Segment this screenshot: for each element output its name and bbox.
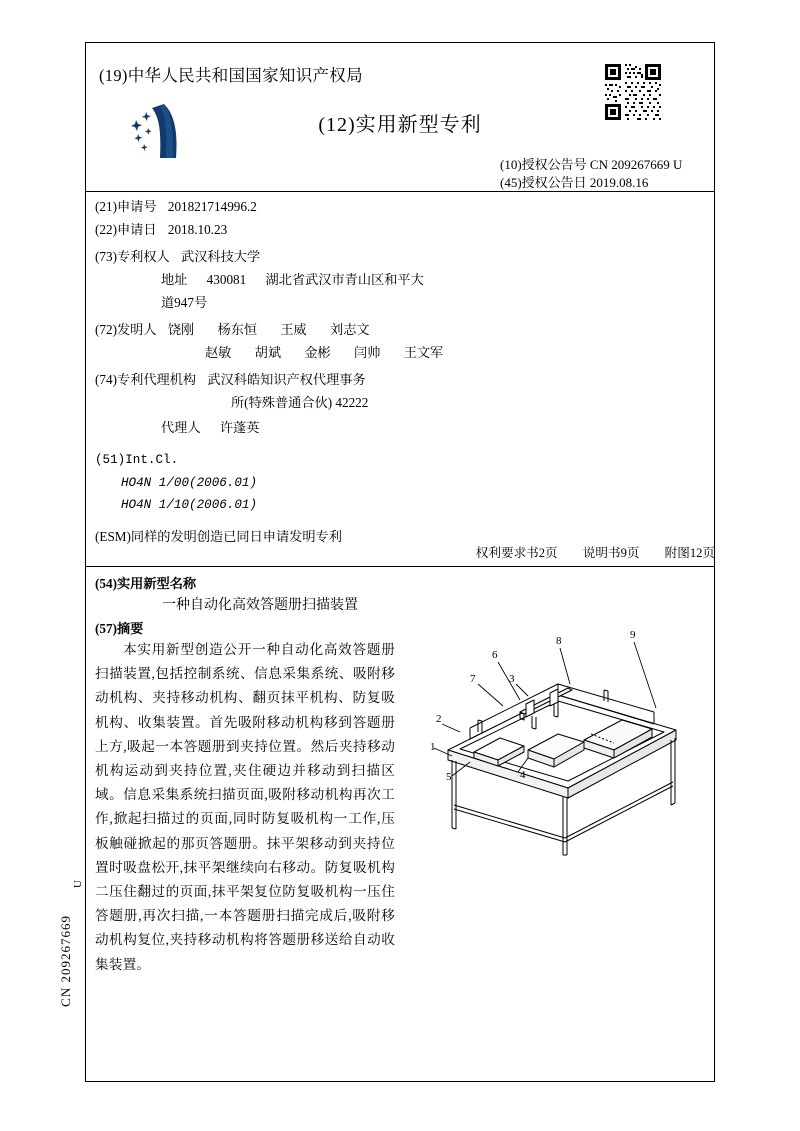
figure-label: 3 [509,673,515,685]
label-agency: (74)专利代理机构 [95,372,197,387]
field-address-line2 [95,292,695,313]
label-ipc: (51)Int.Cl. [95,453,179,467]
bibliographic-data [95,196,695,547]
label-abstract: (57)摘要 [95,621,144,636]
field-inventors [95,319,695,340]
field-agency-continued [95,392,695,413]
field-application-number [95,196,695,217]
field-applicant [95,246,695,267]
header-divider [85,191,715,192]
value-agent: 许蓬英 [219,420,260,435]
issuing-office: (19)中华人民共和国国家知识产权局 [99,66,363,85]
figure-label: 9 [630,629,636,641]
figure-label: 8 [556,635,562,647]
inventor-name: 胡斌 [254,345,282,360]
figure-label: 7 [470,673,476,685]
figure-label: 1 [430,741,436,753]
inventor-name: 杨东恒 [217,322,258,337]
label-application-date: (22)申请日 [95,222,157,237]
label-applicant: (73)专利权人 [95,249,170,264]
abstract-divider [85,566,715,567]
figure-label: 2 [436,713,442,725]
description-page-count: 说明书9页 [582,546,640,560]
document-type: (12)实用新型专利 [318,114,482,136]
inventor-name: 闫帅 [354,345,381,360]
inventor-name: 刘志文 [330,322,370,337]
inventor-name: 饶刚 [167,322,195,337]
abstract-text: 本实用新型创造公开一种自动化高效答题册扫描装置,包括控制系统、信息采集系统、吸附移动机构、夹持移动机构、翻页抹平机构、防复吸机构、收集装置。首先吸附移动机构移到答题册上方,吸起一本答题册到夹持位置。然后夹持移动机构运动到夹持位置,夹住硬边并移动到扫描区域。信息采集系统扫描页面,吸附移动机构再次工作,掀起扫描过的页面,同时防复吸机构一工作,压板触碰掀起的那页答题册。抹平架移动到夹持位置时吸盘松开,抹平架继续向右移动。防复吸机构二压住翻过的页面,抹平架复位防复吸机构一压住答题册,再次扫描,一本答题册扫描完成后,吸附移动机构复位,夹持移动机构将答题册移送给自动收集装置。 [95,642,395,972]
field-ipc [95,448,695,471]
label-inventors: (72)发明人 [95,322,157,337]
patent-figure [408,600,698,860]
side-kind-code: U [72,880,84,888]
figure-label: 4 [520,769,526,781]
value-application-date: 2018.10.23 [167,222,228,237]
invention-title: 一种自动化高效答题册扫描装置 [162,598,358,613]
figure-label: 5 [446,771,452,783]
claims-page-count: 权利要求书2页 [475,546,558,560]
publication-date: (45)授权公告日 2019.08.16 [500,175,649,190]
side-publication-code: CN 209267669 [58,915,73,1007]
inventor-name: 王文军 [403,345,444,360]
field-agency [95,369,695,390]
field-application-date [95,219,695,240]
value-agency-line1: 武汉科皓知识产权代理事务 [207,372,366,387]
field-address-line1 [95,269,695,290]
value-address-line1: 湖北省武汉市青山区和平大 [265,272,424,287]
inventor-name: 金彬 [304,345,331,360]
label-agent: 代理人 [161,420,201,435]
label-application-number: (21)申请号 [95,199,157,214]
ipc-code: HO4N 1/00(2006.01) [121,476,258,490]
esm-note: (ESM)同样的发明创造已同日申请发明专利 [95,529,342,544]
value-address-line2: 道947号 [161,295,208,310]
value-agency-line2: 所(特殊普通合伙) 42222 [231,395,369,410]
value-application-number: 201821714996.2 [167,199,257,214]
label-address: 地址 [161,272,188,287]
field-inventors-continued [95,342,695,363]
inventor-name: 王威 [280,322,307,337]
value-applicant: 武汉科技大学 [181,249,261,264]
publication-number: (10)授权公告号 CN 209267669 U [500,157,683,172]
qr-code-icon [603,62,663,122]
inventor-name: 赵敏 [205,345,232,360]
value-postal-code: 430081 [206,272,247,287]
ipc-code: HO4N 1/10(2006.01) [121,498,258,512]
field-agent [95,417,695,438]
label-utility-model-title: (54)实用新型名称 [95,576,197,591]
page-count-summary [0,542,715,561]
figure-label: 6 [492,649,498,661]
drawings-page-count: 附图12页 [664,546,715,560]
